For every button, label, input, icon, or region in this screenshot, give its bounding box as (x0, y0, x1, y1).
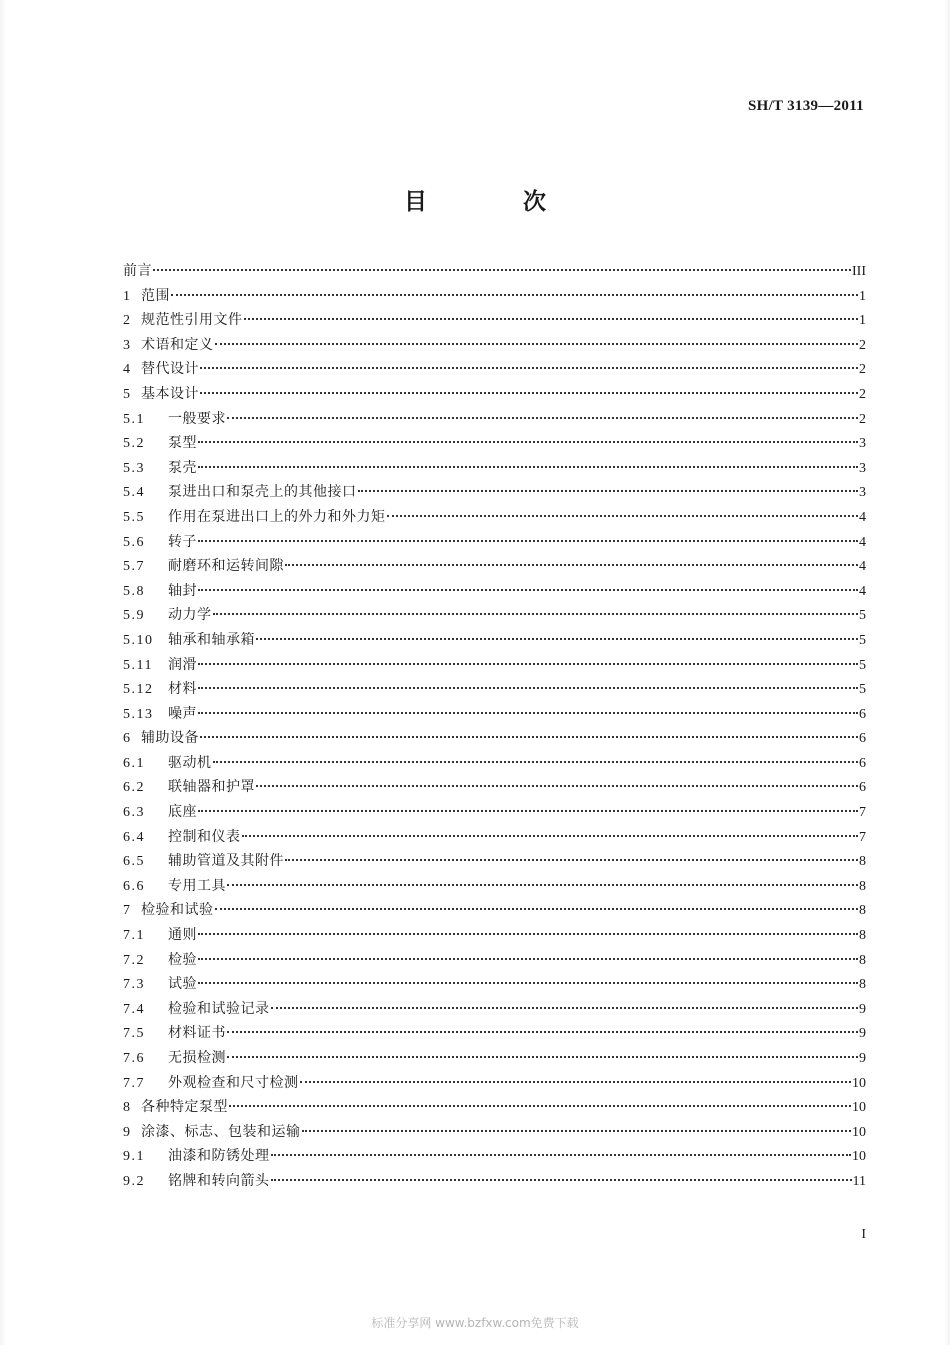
toc-section-number: 5.8 (123, 583, 145, 599)
dot-leader (227, 1031, 858, 1033)
toc-page-number: 5 (859, 657, 866, 673)
dot-leader (198, 540, 858, 542)
dot-leader (198, 958, 858, 960)
toc-page-number: 1 (859, 288, 866, 304)
toc-entry[interactable] (123, 1120, 866, 1145)
toc-section-title: 无损检测 (168, 1050, 226, 1066)
toc-section-number: 5.9 (123, 608, 145, 624)
toc-entry[interactable] (123, 308, 866, 333)
toc-page-number: 11 (852, 1173, 866, 1189)
toc-section-number: 3 (123, 337, 132, 353)
toc-section-title: 底座 (168, 804, 197, 821)
toc-page-number: 8 (859, 878, 866, 894)
toc-entry[interactable] (123, 530, 866, 555)
toc-page-number: 8 (859, 903, 866, 919)
toc-section-title: 通则 (168, 927, 197, 944)
toc-section-number: 6.2 (123, 780, 145, 796)
toc-section-number: 5.5 (123, 509, 145, 525)
toc-entry[interactable] (123, 357, 866, 382)
dot-leader (300, 1081, 852, 1083)
toc-section-number: 7 (123, 903, 132, 919)
toc-entry[interactable] (123, 1021, 866, 1046)
toc-page-number: III (852, 264, 866, 279)
dot-leader (198, 982, 858, 984)
toc-section-number: 9.2 (123, 1173, 145, 1189)
dot-leader (198, 589, 858, 591)
toc-section-number: 6.5 (123, 854, 145, 870)
dot-leader (215, 908, 859, 910)
toc-page-number: 5 (859, 632, 866, 648)
toc-page-number: 2 (859, 337, 866, 353)
toc-page-number: 8 (859, 977, 866, 993)
toc-section-title: 润滑 (168, 656, 197, 673)
toc-section-title: 作用在泵进出口上的外力和外力矩 (168, 508, 386, 525)
toc-section-number: 5.1 (123, 411, 145, 427)
toc-entry[interactable] (123, 874, 866, 899)
toc-page-number: 9 (859, 1001, 866, 1017)
toc-section-number: 5.6 (123, 534, 145, 550)
toc-entry[interactable] (123, 505, 866, 530)
toc-section-title: 检验和试验记录 (168, 1000, 270, 1017)
dot-leader (213, 613, 859, 615)
toc-section-number: 6 (123, 731, 132, 747)
toc-section-title: 材料 (168, 681, 197, 698)
toc-page-number: 4 (859, 559, 866, 575)
dot-leader (198, 810, 858, 812)
toc-page-number: 2 (859, 386, 866, 402)
toc-page-number: 9 (859, 1051, 866, 1066)
toc-section-number: 6.1 (123, 755, 145, 771)
toc-page-number: 3 (859, 436, 866, 452)
dot-leader (285, 564, 858, 566)
toc-section-title: 专用工具 (168, 877, 226, 894)
dot-leader (271, 1154, 852, 1156)
toc-page-number: 7 (859, 805, 866, 821)
toc-section-number: 5 (123, 386, 132, 402)
dot-leader (215, 343, 859, 345)
toc-section-number: 7.2 (123, 952, 145, 968)
dot-leader (358, 490, 859, 492)
toc-section-title: 前言 (123, 263, 152, 279)
dot-leader (285, 859, 858, 861)
toc-page-number: 6 (859, 755, 866, 771)
toc-entry[interactable] (123, 948, 866, 973)
toc-section-title: 动力学 (168, 607, 212, 624)
dot-leader (256, 785, 858, 787)
toc-section-number: 6.4 (123, 829, 145, 845)
toc-entry[interactable] (123, 1046, 866, 1071)
toc-section-number: 5.12 (123, 682, 154, 698)
toc-section-title: 术语和定义 (141, 336, 214, 353)
toc-entry[interactable] (123, 431, 866, 456)
toc-section-title: 油漆和防锈处理 (168, 1148, 270, 1165)
toc-page-number: 8 (859, 928, 866, 944)
toc-entry[interactable] (123, 997, 866, 1022)
toc-entry[interactable] (123, 382, 866, 407)
toc-page-number: 9 (859, 1026, 866, 1042)
toc-section-title: 联轴器和护罩 (168, 779, 255, 796)
toc-section-title: 耐磨环和运转间隙 (168, 558, 284, 575)
toc-section-number: 5.3 (123, 460, 145, 476)
toc-entry[interactable] (123, 333, 866, 358)
toc-page-number: 3 (859, 460, 866, 476)
page-title: 目 次 (403, 189, 590, 215)
toc-section-title: 转子 (168, 533, 197, 550)
dot-leader (198, 933, 858, 935)
toc-section-title: 外观检查和尺寸检测 (168, 1074, 299, 1091)
dot-leader (171, 294, 858, 296)
dot-leader (200, 367, 858, 369)
toc-page-number: 7 (859, 829, 866, 845)
toc-section-title: 泵型 (168, 435, 197, 452)
toc-entry[interactable] (123, 284, 866, 309)
toc-entry[interactable] (123, 1095, 866, 1120)
dot-leader (198, 663, 858, 665)
toc-entry[interactable] (123, 751, 866, 776)
toc-section-number: 6.3 (123, 805, 145, 821)
toc-page-number: 6 (859, 731, 866, 747)
toc-page-number: 4 (859, 534, 866, 550)
dot-leader (153, 269, 851, 271)
toc-section-number: 5.2 (123, 436, 145, 452)
toc-section-number: 1 (123, 288, 132, 304)
toc-section-number: 2 (123, 313, 132, 329)
toc-section-title: 辅助管道及其附件 (168, 853, 284, 870)
toc-section-title: 规范性引用文件 (141, 312, 243, 329)
dot-leader (256, 638, 858, 640)
toc-section-title: 范围 (141, 287, 170, 304)
dot-leader (242, 835, 859, 837)
toc-entry[interactable] (123, 800, 866, 825)
toc-page-number: 3 (859, 485, 866, 501)
toc-page-number: 1 (859, 313, 866, 329)
dot-leader (271, 1179, 852, 1181)
toc-entry[interactable] (123, 1071, 866, 1096)
toc-section-number: 5.4 (123, 485, 145, 501)
toc-page-number: 2 (859, 411, 866, 427)
table-of-contents (123, 259, 866, 1194)
toc-section-number: 7.1 (123, 928, 145, 944)
toc-section-title: 涂漆、标志、包装和运输 (141, 1123, 301, 1140)
toc-page-number: 2 (859, 362, 866, 378)
toc-section-number: 7.4 (123, 1001, 145, 1017)
toc-section-title: 基本设计 (141, 385, 199, 402)
page-number: I (861, 1227, 866, 1242)
toc-section-number: 7.7 (123, 1075, 145, 1091)
toc-section-title: 各种特定泵型 (141, 1099, 228, 1116)
toc-entry[interactable] (123, 603, 866, 628)
dot-leader (213, 761, 859, 763)
toc-entry[interactable] (123, 702, 866, 727)
toc-page-number: 6 (859, 780, 866, 796)
toc-section-title: 控制和仪表 (168, 828, 241, 845)
toc-page-number: 10 (852, 1124, 866, 1140)
dot-leader (198, 466, 858, 468)
toc-section-title: 替代设计 (141, 361, 199, 378)
dot-leader (271, 1007, 859, 1009)
toc-page-number: 4 (859, 583, 866, 599)
toc-section-title: 铭牌和转向箭头 (168, 1172, 270, 1189)
dot-leader (198, 441, 858, 443)
toc-page-number: 10 (852, 1149, 866, 1165)
toc-entry[interactable] (123, 677, 866, 702)
toc-page-number: 5 (859, 608, 866, 624)
toc-entry[interactable] (123, 972, 866, 997)
toc-section-title: 泵壳 (168, 459, 197, 476)
toc-entry[interactable] (123, 259, 866, 284)
toc-entry[interactable] (123, 579, 866, 604)
toc-section-number: 5.13 (123, 706, 154, 722)
toc-entry[interactable] (123, 775, 866, 800)
toc-page-number: 6 (859, 706, 866, 722)
dot-leader (302, 1130, 852, 1132)
toc-entry[interactable] (123, 554, 866, 579)
dot-leader (200, 392, 858, 394)
toc-section-title: 检验和试验 (141, 902, 214, 919)
toc-section-number: 9 (123, 1124, 132, 1140)
dot-leader (198, 712, 858, 714)
toc-page-number: 4 (859, 509, 866, 525)
toc-page-number: 10 (852, 1100, 866, 1116)
toc-section-number: 5.10 (123, 632, 154, 648)
dot-leader (229, 1105, 851, 1107)
toc-section-title: 泵进出口和泵壳上的其他接口 (168, 484, 357, 501)
dot-leader (227, 417, 858, 419)
toc-section-title: 辅助设备 (141, 730, 199, 747)
toc-section-title: 检验 (168, 951, 197, 968)
toc-entry[interactable] (123, 480, 866, 505)
toc-section-number: 7.5 (123, 1026, 145, 1042)
toc-section-number: 5.7 (123, 559, 145, 575)
toc-section-number: 8 (123, 1100, 132, 1116)
toc-section-title: 驱动机 (168, 754, 212, 771)
dot-leader (200, 736, 858, 738)
toc-section-title: 轴承和轴承箱 (168, 631, 255, 648)
dot-leader (227, 1056, 858, 1058)
toc-entry[interactable] (123, 825, 866, 850)
toc-entry[interactable] (123, 456, 866, 481)
toc-entry[interactable] (123, 407, 866, 432)
standard-number: SH/T 3139—2011 (747, 98, 864, 114)
toc-entry[interactable] (123, 849, 866, 874)
toc-section-number: 9.1 (123, 1149, 145, 1165)
toc-section-number: 5.11 (123, 657, 153, 673)
toc-page-number: 5 (859, 682, 866, 698)
toc-page-number: 8 (859, 854, 866, 870)
toc-entry[interactable] (123, 898, 866, 923)
watermark-text: 标准分享网 www.bzfxw.com免费下载 (371, 1316, 579, 1330)
toc-section-title: 噪声 (168, 705, 197, 722)
toc-entry[interactable] (123, 1144, 866, 1169)
toc-section-number: 6.6 (123, 878, 145, 894)
dot-leader (198, 687, 858, 689)
toc-entry[interactable] (123, 726, 866, 751)
dot-leader (387, 515, 859, 517)
toc-page-number: 10 (852, 1075, 866, 1091)
toc-entry[interactable] (123, 653, 866, 678)
dot-leader (244, 318, 859, 320)
toc-section-number: 7.6 (123, 1051, 145, 1066)
toc-entry[interactable] (123, 1169, 866, 1194)
toc-section-title: 轴封 (168, 582, 197, 599)
toc-entry[interactable] (123, 923, 866, 948)
toc-section-number: 4 (123, 362, 132, 378)
toc-section-number: 7.3 (123, 977, 145, 993)
toc-section-title: 试验 (168, 976, 197, 993)
toc-entry[interactable] (123, 628, 866, 653)
toc-section-title: 材料证书 (168, 1025, 226, 1042)
dot-leader (227, 884, 858, 886)
toc-section-title: 一般要求 (168, 410, 226, 427)
toc-page-number: 8 (859, 952, 866, 968)
